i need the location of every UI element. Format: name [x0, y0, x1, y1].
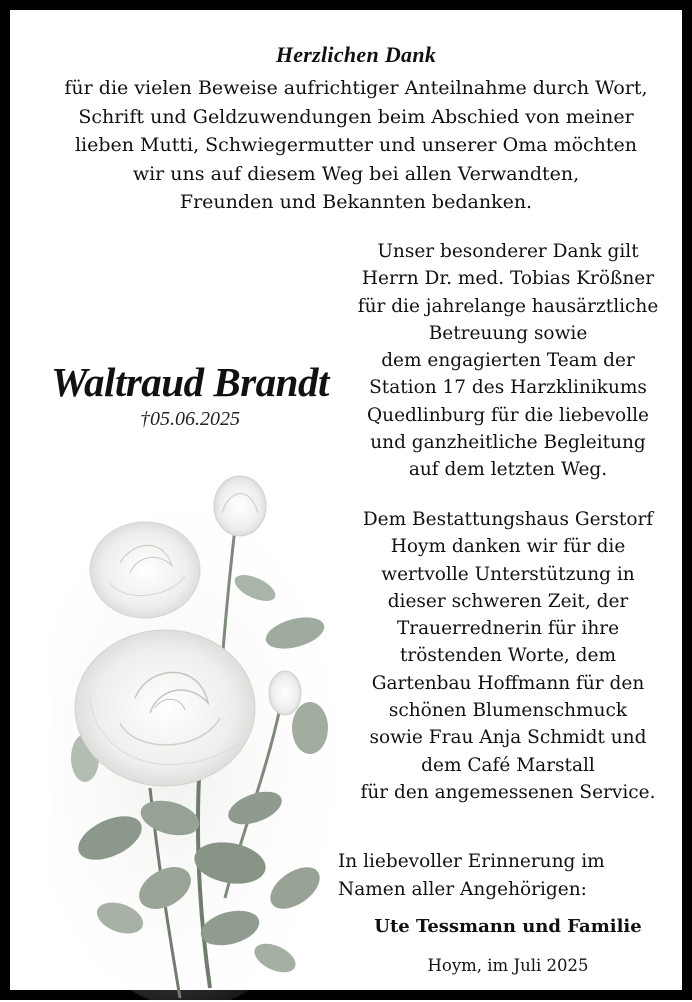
thanks-line: Herrn Dr. med. Tobias Krößner — [361, 268, 655, 290]
closing-text — [338, 848, 605, 904]
intro-line: für die vielen Beweise aufrichtiger Anteilnahme durch Wort, — [64, 77, 648, 99]
thanks-line: für die jahrelange hausärztliche — [357, 295, 659, 317]
thanks-line: Hoym danken wir für die — [390, 536, 626, 558]
intro-line: Schrift und Geldzuwendungen beim Abschied von meiner — [78, 105, 634, 128]
deceased-name: Waltraud Brandt — [51, 359, 329, 405]
thanks-doctor-text — [340, 238, 676, 484]
thanks-line: für den angemessenen Service. — [360, 781, 656, 803]
white-roses-illustration — [50, 458, 350, 1002]
thanks-line: dem engagierten Team der — [381, 350, 635, 372]
signature: Ute Tessmann und Familie — [374, 916, 642, 937]
thanks-line: Dem Bestattungshaus Gerstorf — [362, 509, 654, 530]
thanks-line: schönen Blumenschmuck — [388, 700, 628, 722]
intro-line: lieben Mutti, Schwiegermutter und unserer Oma möchten — [74, 134, 638, 156]
intro-line: Freunden und Bekannten bedanken. — [179, 191, 533, 213]
heading: Herzlichen Dank — [275, 42, 437, 67]
closing-line: In liebevoller Erinnerung im — [338, 851, 605, 872]
intro-text — [30, 74, 682, 217]
thanks-line: Trauerrednerin für ihre — [396, 618, 620, 640]
thanks-line: auf dem letzten Weg. — [408, 459, 608, 481]
thanks-line: Station 17 des Harzklinikums — [369, 377, 647, 399]
thanks-line: dem Café Marstall — [421, 754, 595, 776]
thanks-line: dieser schweren Zeit, der — [387, 590, 629, 612]
intro-line: wir uns auf diesem Weg bei allen Verwandten, — [132, 162, 580, 185]
thanks-line: Betreuung sowie — [428, 322, 588, 344]
thanks-line: Quedlinburg für die liebevolle — [367, 404, 649, 426]
closing-line: Namen aller Angehörigen: — [338, 879, 587, 900]
thanks-line: wertvolle Unterstützung in — [381, 563, 635, 585]
place-date: Hoym, im Juli 2025 — [427, 956, 589, 975]
thanks-line: und ganzheitliche Begleitung — [370, 432, 646, 454]
thanks-line: sowie Frau Anja Schmidt und — [369, 727, 647, 749]
thanks-line: Gartenbau Hoffmann für den — [371, 672, 645, 694]
thanks-line: tröstenden Worte, dem — [399, 645, 616, 667]
death-date: †05.06.2025 — [140, 408, 240, 430]
thanks-others-text — [340, 506, 676, 806]
thanks-line: Unser besonderer Dank gilt — [377, 241, 639, 262]
